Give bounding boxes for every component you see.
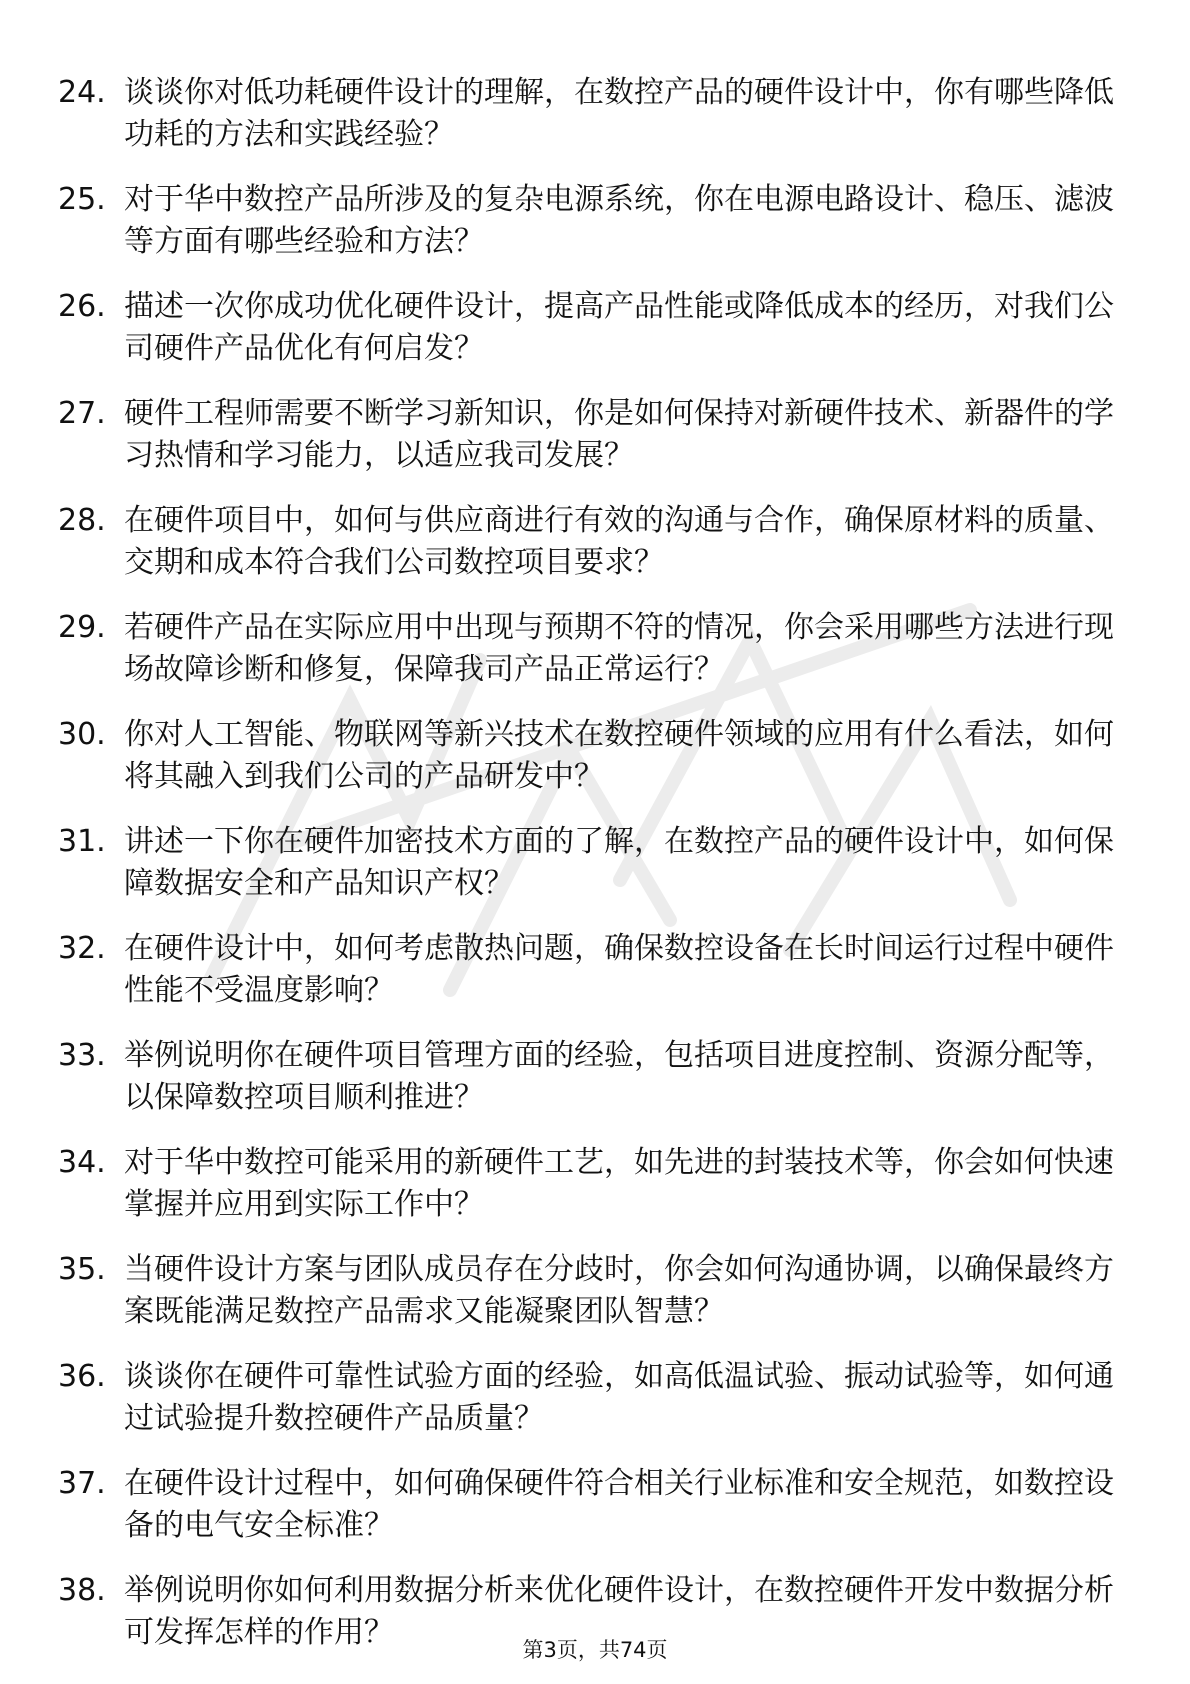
question-number: 30. <box>58 717 106 752</box>
question-number: 36. <box>58 1359 106 1394</box>
question-number: 24. <box>58 75 106 110</box>
question-item <box>58 500 1118 584</box>
question-text: 在硬件设计中，如何考虑散热问题，确保数控设备在长时间运行过程中硬件性能不受温度影响？ <box>124 931 1114 1008</box>
question-item <box>58 286 1118 370</box>
question-number: 33. <box>58 1038 106 1073</box>
question-text: 在硬件项目中，如何与供应商进行有效的沟通与合作，确保原材料的质量、交期和成本符合我们公司数控项目要求？ <box>124 503 1114 580</box>
question-number: 32. <box>58 931 106 966</box>
question-text: 你对人工智能、物联网等新兴技术在数控硬件领域的应用有什么看法，如何将其融入到我们公司的产品研发中？ <box>124 717 1114 794</box>
question-text: 描述一次你成功优化硬件设计，提高产品性能或降低成本的经历，对我们公司硬件产品优化有何启发？ <box>124 289 1114 366</box>
question-text: 谈谈你在硬件可靠性试验方面的经验，如高低温试验、振动试验等，如何通过试验提升数控硬件产品质量？ <box>124 1359 1114 1436</box>
question-number: 38. <box>58 1573 106 1608</box>
question-number: 35. <box>58 1252 106 1287</box>
question-number: 27. <box>58 396 106 431</box>
question-text: 对于华中数控可能采用的新硬件工艺，如先进的封装技术等，你会如何快速掌握并应用到实际工作中？ <box>124 1145 1114 1222</box>
question-text: 举例说明你如何利用数据分析来优化硬件设计，在数控硬件开发中数据分析可发挥怎样的作用？ <box>124 1573 1114 1650</box>
question-number: 34. <box>58 1145 106 1180</box>
question-text: 硬件工程师需要不断学习新知识，你是如何保持对新硬件技术、新器件的学习热情和学习能力，以适应我司发展？ <box>124 396 1114 473</box>
question-text: 讲述一下你在硬件加密技术方面的了解，在数控产品的硬件设计中，如何保障数据安全和产品知识产权？ <box>124 824 1114 901</box>
question-item <box>58 1356 1118 1440</box>
question-item <box>58 607 1118 691</box>
question-number: 25. <box>58 182 106 217</box>
question-number: 29. <box>58 610 106 645</box>
question-list <box>58 72 1118 1677</box>
question-item <box>58 714 1118 798</box>
question-text: 举例说明你在硬件项目管理方面的经验，包括项目进度控制、资源分配等，以保障数控项目顺利推进？ <box>124 1038 1114 1115</box>
question-number: 28. <box>58 503 106 538</box>
question-text: 对于华中数控产品所涉及的复杂电源系统，你在电源电路设计、稳压、滤波等方面有哪些经验和方法？ <box>124 182 1114 259</box>
question-text: 谈谈你对低功耗硬件设计的理解，在数控产品的硬件设计中，你有哪些降低功耗的方法和实践经验？ <box>124 75 1114 152</box>
question-item <box>58 928 1118 1012</box>
question-item <box>58 72 1118 156</box>
question-number: 37. <box>58 1466 106 1501</box>
question-item <box>58 1035 1118 1119</box>
question-number: 26. <box>58 289 106 324</box>
question-item <box>58 393 1118 477</box>
question-text: 在硬件设计过程中，如何确保硬件符合相关行业标准和安全规范，如数控设备的电气安全标准？ <box>124 1466 1114 1543</box>
question-item <box>58 1463 1118 1547</box>
question-item <box>58 1249 1118 1333</box>
question-text: 若硬件产品在实际应用中出现与预期不符的情况，你会采用哪些方法进行现场故障诊断和修复，保障我司产品正常运行？ <box>124 610 1114 687</box>
question-text: 当硬件设计方案与团队成员存在分歧时，你会如何沟通协调，以确保最终方案既能满足数控产品需求又能凝聚团队智慧？ <box>124 1252 1114 1329</box>
page-footer: 第3页，共74页 <box>522 1638 668 1662</box>
question-item <box>58 179 1118 263</box>
question-item <box>58 821 1118 905</box>
question-number: 31. <box>58 824 106 859</box>
question-item <box>58 1142 1118 1226</box>
